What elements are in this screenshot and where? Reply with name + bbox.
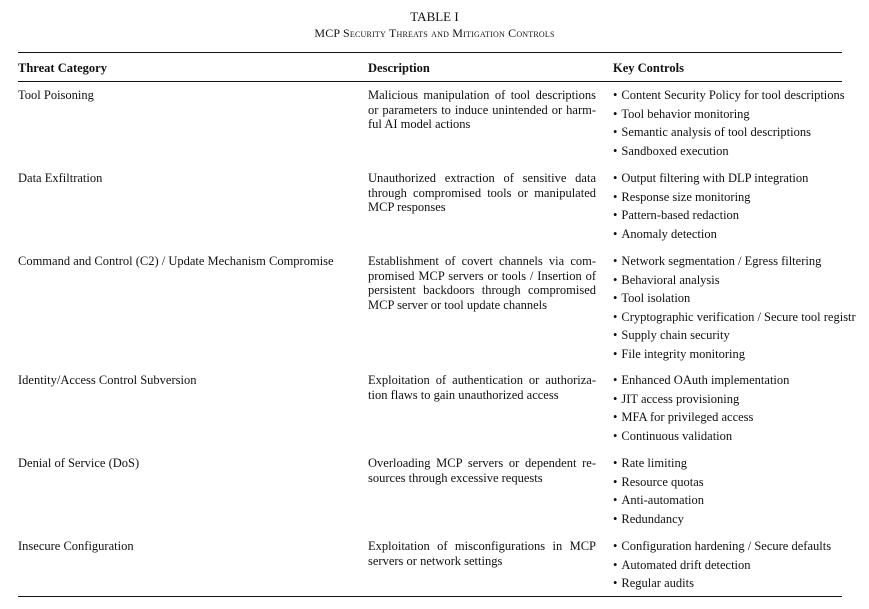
row-controls [613, 88, 869, 162]
control-item: • Response size monitoring [613, 190, 869, 209]
control-item: • Rate limiting [613, 456, 869, 475]
table-header-rule [18, 81, 842, 82]
control-item: • Tool behavior monitoring [613, 107, 869, 126]
control-item: • Resource quotas [613, 475, 869, 494]
row-controls [613, 539, 869, 595]
row-description: Overloading MCP servers or dependent re-sources through excessive requests [368, 456, 596, 485]
header-controls: Key Controls [613, 61, 684, 75]
control-item: • Configuration hardening / Secure defaults [613, 539, 869, 558]
control-item: • Sandboxed execution [613, 144, 869, 163]
control-item: • Supply chain security [613, 328, 869, 347]
row-description: Establishment of covert channels via com-promised MCP servers or tools / Insertion of persistent backdoors through compromised MCP server or tool update channels [368, 254, 596, 312]
row-controls [613, 373, 869, 447]
row-controls [613, 456, 869, 530]
row-category: Tool Poisoning [18, 88, 94, 102]
control-item: • JIT access provisioning [613, 392, 869, 411]
control-item: • Output filtering with DLP integration [613, 171, 869, 190]
row-category: Denial of Service (DoS) [18, 456, 140, 470]
row-category: Identity/Access Control Subversion [18, 373, 197, 387]
control-item: • Network segmentation / Egress filtering [613, 254, 869, 273]
control-item: • Redundancy [613, 512, 869, 531]
control-item: • Content Security Policy for tool descriptions [613, 88, 869, 107]
row-controls [613, 171, 869, 245]
row-category: Data Exfiltration [18, 171, 103, 185]
row-category: Insecure Configuration [18, 539, 134, 553]
table-caption: MCP Security Threats and Mitigation Controls [314, 26, 555, 40]
control-item: • Enhanced OAuth implementation [613, 373, 869, 392]
control-item: • Pattern-based redaction [613, 208, 869, 227]
control-item: • Semantic analysis of tool descriptions [613, 125, 869, 144]
row-description: Unauthorized extraction of sensitive data through compromised tools or manipulated MCP responses [368, 171, 596, 215]
control-item: • Anti-automation [613, 493, 869, 512]
control-item: • MFA for privileged access [613, 410, 869, 429]
control-item: • File integrity monitoring [613, 347, 869, 366]
control-item: • Continuous validation [613, 429, 869, 448]
control-item: • Regular audits [613, 576, 869, 595]
table-top-rule [18, 52, 842, 53]
table-number: TABLE I [410, 9, 459, 24]
control-item: • Automated drift detection [613, 558, 869, 577]
row-description: Exploitation of misconfigurations in MCP servers or network settings [368, 539, 596, 568]
control-item: • Tool isolation [613, 291, 869, 310]
row-category: Command and Control (C2) / Update Mechanism Compromise [18, 254, 334, 268]
table-bottom-rule [18, 596, 842, 597]
header-category: Threat Category [18, 61, 107, 75]
row-description: Exploitation of authentication or authoriza-tion flaws to gain unauthorized access [368, 373, 596, 402]
header-description: Description [368, 61, 430, 75]
control-item: • Anomaly detection [613, 227, 869, 246]
control-item: • Behavioral analysis [613, 273, 869, 292]
control-item: • Cryptographic verification / Secure tool registr [613, 310, 869, 329]
row-controls [613, 254, 869, 366]
row-description: Malicious manipulation of tool descriptions or parameters to induce unintended or harm-ful AI model actions [368, 88, 596, 132]
